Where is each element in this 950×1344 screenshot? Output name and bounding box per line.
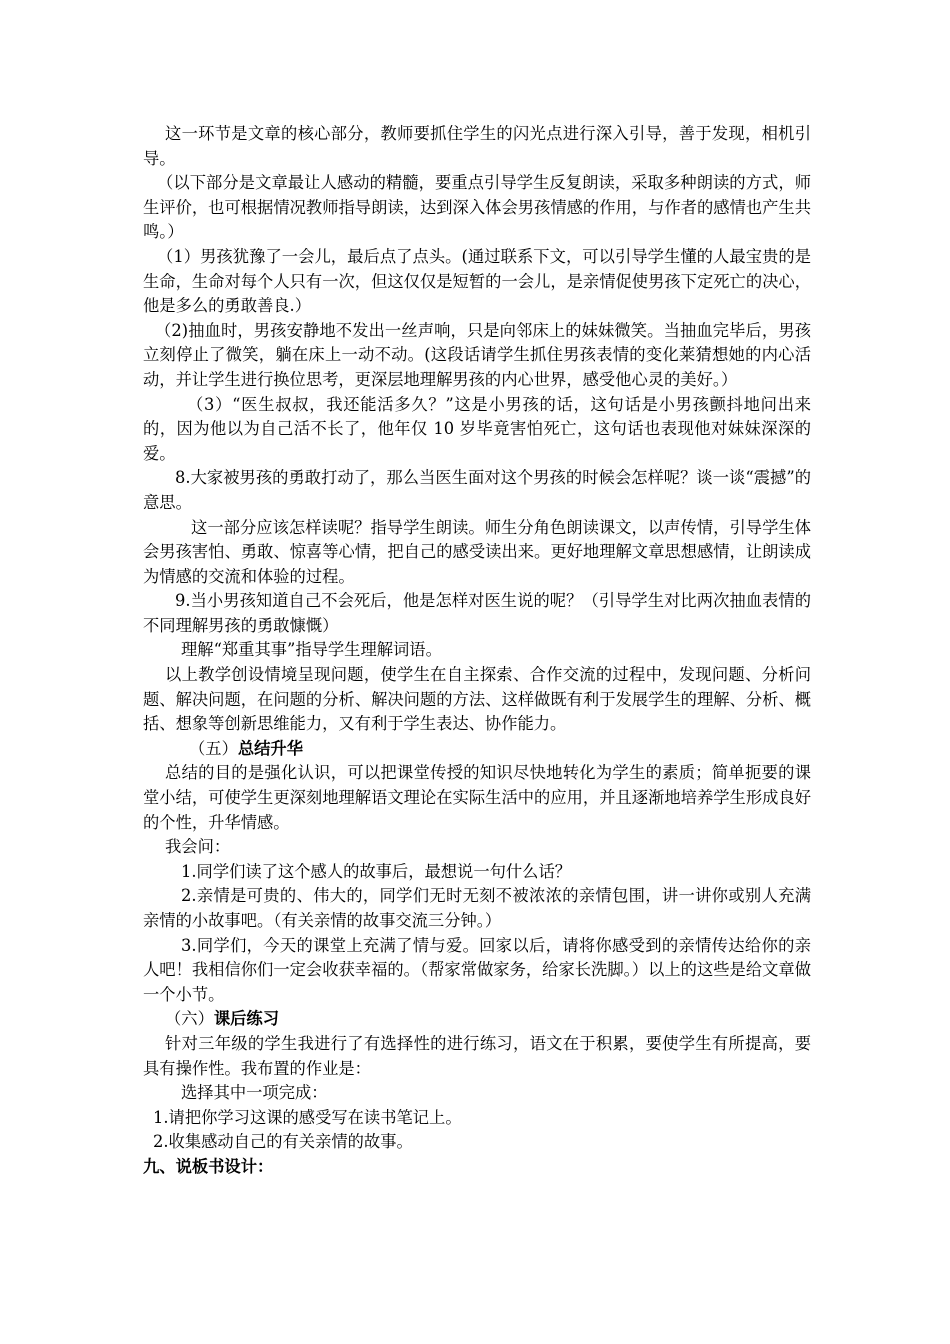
paragraph-11: 总结的目的是强化认识，可以把课堂传授的知识尽快地转化为学生的素质；简单扼要的课堂小结，可使学生更深刻地理解语文理论在实际生活中的应用，并且逐渐地培养学生形成良好的个性，升华情感。 [143, 763, 811, 832]
paragraph-14: 选择其中一项完成： [181, 1083, 328, 1103]
paragraph-6: 8.大家被男孩的勇敢打动了，那么当医生面对这个男孩的时候会怎样呢？谈一谈“震撼”的意思。 [143, 468, 811, 512]
paragraph-12: 我会问： [165, 837, 231, 857]
paragraph-13: 针对三年级的学生我进行了有选择性的进行练习，语文在于积累，要使学生有所提高，要具有操作性。我布置的作业是： [143, 1033, 811, 1078]
section-heading-6 [143, 1007, 811, 1032]
list-item-2: 2.亲情是可贵的、伟大的，同学们无时无刻不被浓浓的亲情包围，讲一讲你或别人充满亲情的小故事吧。（有关亲情的故事交流三分钟。） [143, 886, 811, 930]
section-title: 说板书设计： [175, 1156, 274, 1176]
paragraph-8: 9.当小男孩知道自己不会死后，他是怎样对医生说的呢？（引导学生对比两次抽血表情的不同理解男孩的勇敢慷慨） [143, 591, 811, 635]
section-heading-9 [143, 1155, 811, 1180]
section-heading-5 [143, 737, 811, 762]
homework-item-1: 1.请把你学习这课的感受写在读书笔记上。 [153, 1107, 462, 1127]
paragraph-10: 以上教学创设情境呈现问题，使学生在自主探索、合作交流的过程中，发现问题、分析问题、解决问题，在问题的分析、解决问题的方法、这样做既有利于发展学生的理解、分析、概括、想象等创新思维能力，又有利于学生表达、协作能力。 [143, 665, 811, 734]
document-page [143, 122, 811, 1180]
paragraph-3: （1）男孩犹豫了一会儿，最后点了点头。(通过联系下文，可以引导学生懂的人最宝贵的是生命，生命对每个人只有一次，但这仅仅是短暂的一会儿，是亲情促使男孩下定死亡的决心，他是多么的勇敢善良.） [143, 246, 811, 316]
list-item-1: 1.同学们读了这个感人的故事后，最想说一句什么话？ [181, 861, 572, 881]
section-prefix: 九、 [143, 1156, 176, 1176]
paragraph-4: （2)抽血时，男孩安静地不发出一丝声响，只是向邻床上的妹妹微笑。当抽血完毕后，男孩立刻停止了微笑，躺在床上一动不动。(这段话请学生抓住男孩表情的变化莱猜想她的内心活动，并让学生进行换位思考，更深层地理解男孩的内心世界，感受他心灵的美好。） [143, 320, 811, 389]
section-title: 课后练习 [213, 1009, 279, 1029]
paragraph-7: 这一部分应该怎样读呢？指导学生朗读。师生分角色朗读课文，以声传情，引导学生体会男孩害怕、勇敢、惊喜等心情，把自己的感受读出来。更好地理解文章思想感情，让朗读成为情感的交流和体验的过程。 [143, 517, 811, 586]
list-item-3: 3.同学们，今天的课堂上充满了情与爱。回家以后，请将你感受到的亲情传达给你的亲人吧！我相信你们一定会收获幸福的。（帮家常做家务，给家长洗脚。）以上的这些是给文章做一个小节。 [143, 935, 811, 1004]
paragraph-1: 这一环节是文章的核心部分，教师要抓住学生的闪光点进行深入引导，善于发现，相机引导。 [143, 124, 811, 168]
section-prefix: （六） [165, 1009, 214, 1029]
paragraph-9: 理解“郑重其事”指导学生理解词语。 [181, 640, 442, 660]
homework-item-2: 2.收集感动自己的有关亲情的故事。 [153, 1132, 413, 1152]
paragraph-5: （3）“医生叔叔，我还能活多久？”这是小男孩的话，这句话是小男孩颤抖地问出来的，因为他以为自己活不长了，他年仅 10 岁毕竟害怕死亡，这句话也表现他对妹妹深深的爱。 [143, 394, 811, 463]
section-title: 总结升华 [237, 738, 303, 758]
section-prefix: （五） [189, 738, 238, 758]
paragraph-2: （以下部分是文章最让人感动的精髓，要重点引导学生反复朗读，采取多种朗读的方式，师生评价，也可根据情况教师指导朗读，达到深入体会男孩情感的作用，与作者的感情也产生共鸣。） [143, 173, 811, 242]
